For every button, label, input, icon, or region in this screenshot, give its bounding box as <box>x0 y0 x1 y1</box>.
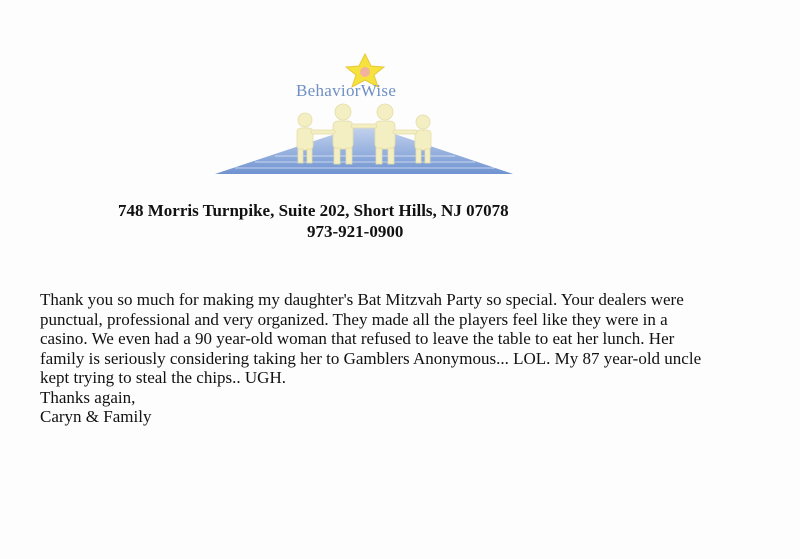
brand-name: BehaviorWise <box>296 81 397 100</box>
letter-line: Thank you so much for making my daughter's Bat Mitzvah Party so special. Your dealers were <box>40 290 684 309</box>
letter-line: kept trying to steal the chips.. UGH. <box>40 368 286 387</box>
letter-signature: Caryn & Family <box>40 407 152 426</box>
letter-closing: Thanks again, <box>40 387 136 407</box>
letter-body <box>40 290 780 427</box>
letter-line: family is seriously considering taking her to Gamblers Anonymous... LOL. My 87 year-old uncle <box>40 348 702 368</box>
company-address: 748 Morris Turnpike, Suite 202, Short Hills, NJ 07078 <box>118 201 509 220</box>
company-phone: 973-921-0900 <box>307 222 404 241</box>
letter-line: punctual, professional and very organized. They made all the players feel like they were in a <box>40 309 668 329</box>
star-and-family-figures-logo-icon <box>215 50 515 180</box>
mountain-graphic <box>215 124 513 174</box>
letter-line: casino. We even had a 90 year-old woman that refused to leave the table to eat her lunch. Her <box>40 329 675 348</box>
behaviorwise-logo <box>215 50 515 180</box>
